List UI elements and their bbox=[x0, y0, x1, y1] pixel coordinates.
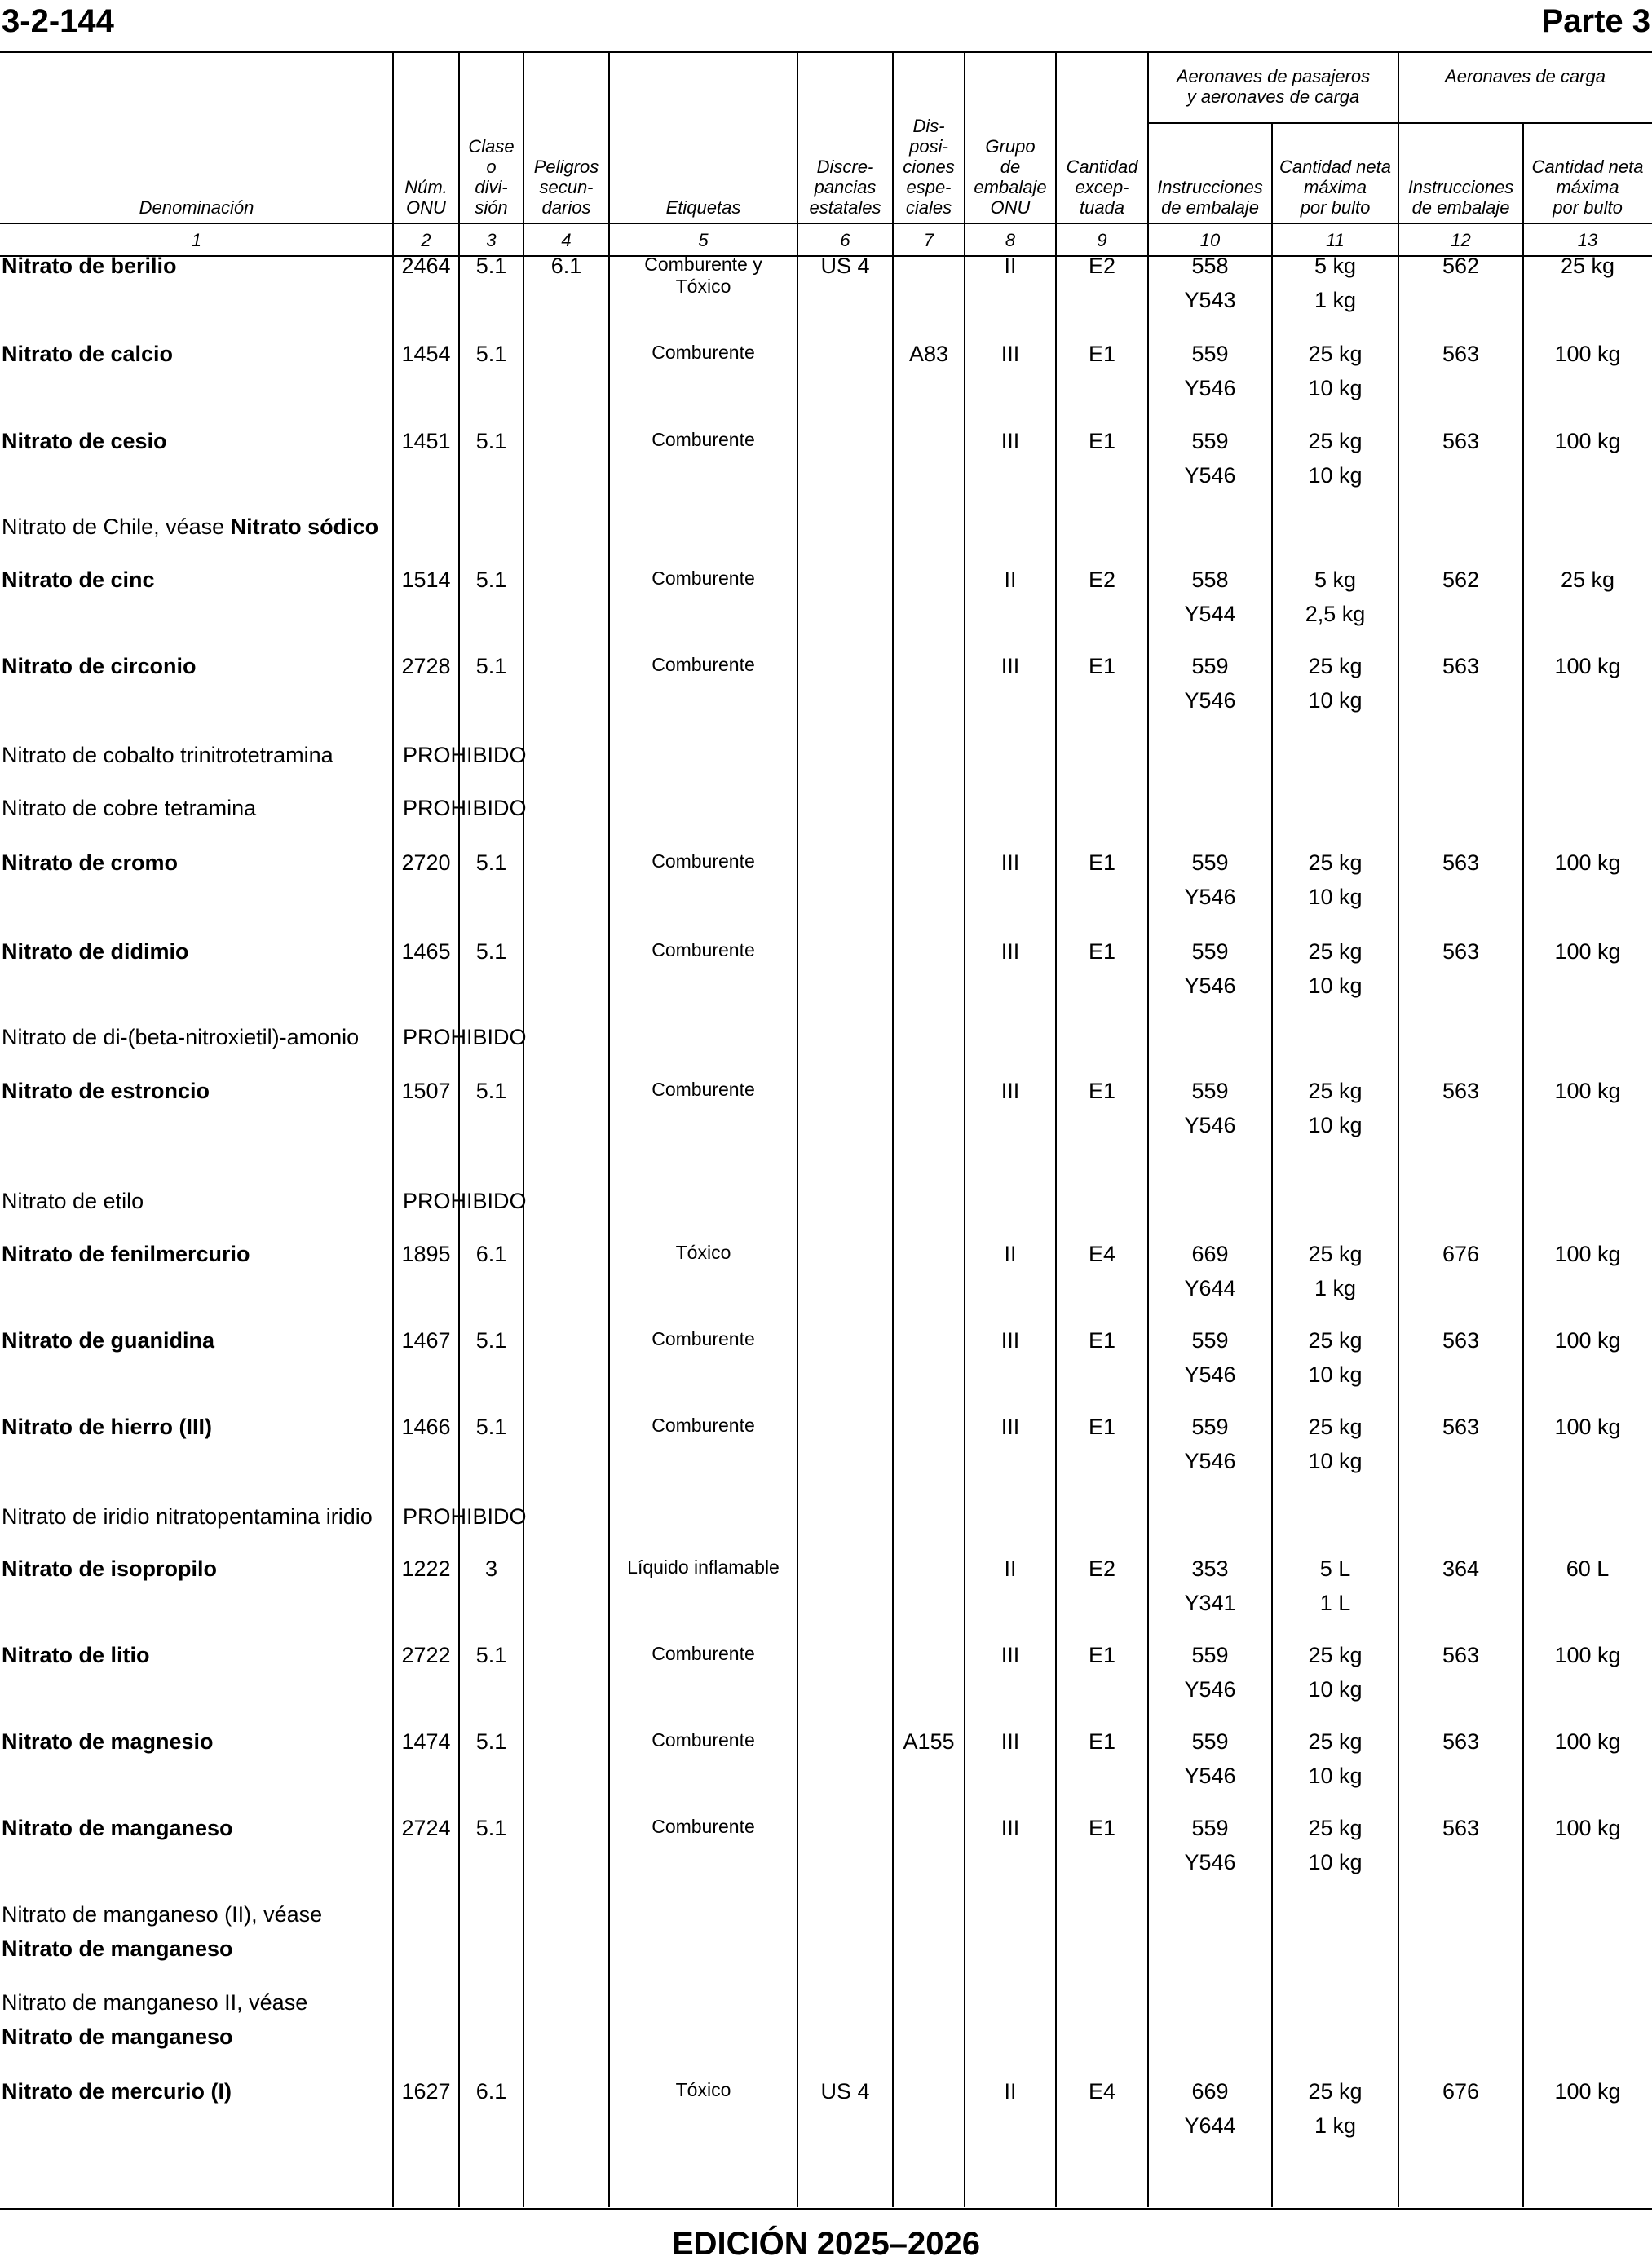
column-divider bbox=[458, 53, 460, 2207]
cell-qty-pax: 25 kg 10 kg bbox=[1308, 1643, 1363, 1702]
cell-qty-pax: 25 kg 10 kg bbox=[1308, 850, 1363, 909]
substance-name: Nitrato de di-(beta-nitroxietil)-amonio bbox=[2, 1025, 360, 1049]
cell-pg: II bbox=[1004, 567, 1017, 592]
header-rule bbox=[1148, 122, 1652, 124]
cross-reference-target: Nitrato de manganeso bbox=[2, 1936, 233, 1961]
cell-pi-cao: 563 bbox=[1442, 1816, 1480, 1840]
cell-pg: II bbox=[1004, 2079, 1017, 2104]
cell-labels: Comburente bbox=[652, 429, 755, 450]
cell-eq: E1 bbox=[1088, 342, 1116, 366]
cell-eq: E1 bbox=[1088, 1643, 1116, 1667]
cell-qty-cao: 100 kg bbox=[1554, 1816, 1621, 1840]
cell-labels: Tóxico bbox=[675, 2079, 731, 2100]
cell-pg: II bbox=[1004, 1556, 1017, 1581]
cross-reference-text: Nitrato de Chile, véase bbox=[2, 514, 231, 539]
column-number: 3 bbox=[486, 230, 497, 250]
forbidden-status: PROHIBIDO bbox=[403, 1189, 527, 1213]
cell-eq: E1 bbox=[1088, 850, 1116, 875]
cell-pg: III bbox=[1000, 1816, 1020, 1840]
cell-sub: 6.1 bbox=[550, 254, 582, 278]
cell-qty-cao: 100 kg bbox=[1554, 1643, 1621, 1667]
cell-pi-cao: 563 bbox=[1442, 342, 1480, 366]
cell-qty-pax: 25 kg 10 kg bbox=[1308, 429, 1363, 488]
cell-pi-cao: 563 bbox=[1442, 1643, 1480, 1667]
cell-pi-pax: 559 Y546 bbox=[1184, 1729, 1236, 1788]
cell-labels: Comburente y Tóxico bbox=[644, 254, 762, 297]
cell-eq: E2 bbox=[1088, 254, 1116, 278]
cell-un: 1474 bbox=[401, 1729, 451, 1754]
cell-cls: 5.1 bbox=[475, 429, 507, 453]
cell-pi-pax: 559 Y546 bbox=[1184, 1328, 1236, 1387]
cell-qty-pax: 25 kg 10 kg bbox=[1308, 1328, 1363, 1387]
cell-qty-cao: 100 kg bbox=[1554, 2079, 1621, 2104]
cell-qty-pax: 25 kg 10 kg bbox=[1308, 654, 1363, 713]
column-header: Dis- posi- ciones espe- ciales bbox=[903, 116, 955, 218]
column-header: Cantidad neta máxima por bulto bbox=[1279, 157, 1391, 218]
cell-un: 2728 bbox=[401, 654, 451, 678]
column-divider bbox=[964, 53, 965, 2207]
cell-cls: 6.1 bbox=[475, 1242, 507, 1266]
cell-qty-pax: 25 kg 10 kg bbox=[1308, 1816, 1363, 1874]
column-header: Cantidad excep- tuada bbox=[1066, 157, 1138, 218]
cell-pg: III bbox=[1000, 1415, 1020, 1439]
column-number: 12 bbox=[1451, 230, 1471, 250]
cell-pg: III bbox=[1000, 1328, 1020, 1353]
cell-pi-pax: 558 Y544 bbox=[1184, 567, 1236, 626]
cell-labels: Comburente bbox=[652, 654, 755, 675]
cell-un: 1507 bbox=[401, 1079, 451, 1103]
cell-pi-cao: 563 bbox=[1442, 1328, 1480, 1353]
cell-cls: 5.1 bbox=[475, 342, 507, 366]
cell-pi-pax: 559 Y546 bbox=[1184, 850, 1236, 909]
substance-name: Nitrato de cobre tetramina bbox=[2, 796, 257, 820]
cell-pi-pax: 559 Y546 bbox=[1184, 1079, 1236, 1137]
column-divider bbox=[1055, 53, 1057, 2207]
cell-pi-cao: 563 bbox=[1442, 1079, 1480, 1103]
column-header: Instrucciones de embalaje bbox=[1157, 177, 1263, 218]
cell-cls: 5.1 bbox=[475, 1729, 507, 1754]
cell-pg: III bbox=[1000, 1643, 1020, 1667]
cell-qty-cao: 100 kg bbox=[1554, 1328, 1621, 1353]
page-header bbox=[0, 0, 1652, 53]
column-number: 4 bbox=[561, 230, 572, 250]
substance-name: Nitrato de iridio nitratopentamina iridio bbox=[2, 1504, 373, 1529]
cell-qty-cao: 100 kg bbox=[1554, 1242, 1621, 1266]
column-number: 11 bbox=[1326, 230, 1345, 250]
cell-qty-pax: 25 kg 1 kg bbox=[1308, 1242, 1363, 1300]
cell-un: 1466 bbox=[401, 1415, 451, 1439]
cell-un: 1222 bbox=[401, 1556, 451, 1581]
substance-name: Nitrato de hierro (III) bbox=[2, 1415, 213, 1439]
cell-qty-pax: 25 kg 10 kg bbox=[1308, 1079, 1363, 1137]
cell-eq: E1 bbox=[1088, 1079, 1116, 1103]
cell-labels: Comburente bbox=[652, 1643, 755, 1664]
cell-cls: 6.1 bbox=[475, 2079, 507, 2104]
cell-eq: E1 bbox=[1088, 1415, 1116, 1439]
cell-qty-cao: 25 kg bbox=[1560, 567, 1615, 592]
substance-name: Nitrato de circonio bbox=[2, 654, 197, 678]
cell-state: US 4 bbox=[820, 254, 870, 278]
cell-un: 2720 bbox=[401, 850, 451, 875]
cell-labels: Comburente bbox=[652, 1079, 755, 1100]
cell-pi-pax: 559 Y546 bbox=[1184, 654, 1236, 713]
cell-pi-cao: 563 bbox=[1442, 1415, 1480, 1439]
cell-eq: E1 bbox=[1088, 654, 1116, 678]
column-number: 8 bbox=[1005, 230, 1016, 250]
cell-pi-cao: 563 bbox=[1442, 939, 1480, 964]
cell-pi-cao: 562 bbox=[1442, 567, 1480, 592]
forbidden-status: PROHIBIDO bbox=[403, 1504, 527, 1529]
cell-cls: 5.1 bbox=[475, 654, 507, 678]
cell-pg: III bbox=[1000, 429, 1020, 453]
cell-labels: Comburente bbox=[652, 567, 755, 589]
cell-pg: III bbox=[1000, 1079, 1020, 1103]
cell-pi-pax: 559 Y546 bbox=[1184, 429, 1236, 488]
cell-labels: Comburente bbox=[652, 939, 755, 960]
dangerous-goods-table bbox=[0, 53, 1652, 2207]
cell-cls: 5.1 bbox=[475, 1079, 507, 1103]
cell-pi-cao: 676 bbox=[1442, 2079, 1480, 2104]
cell-qty-pax: 25 kg 1 kg bbox=[1308, 2079, 1363, 2138]
column-divider bbox=[892, 53, 894, 2207]
cell-labels: Comburente bbox=[652, 1328, 755, 1349]
cell-un: 1465 bbox=[401, 939, 451, 964]
cell-labels: Tóxico bbox=[675, 1242, 731, 1263]
cell-cls: 5.1 bbox=[475, 850, 507, 875]
column-divider bbox=[523, 53, 524, 2207]
cell-pi-cao: 563 bbox=[1442, 429, 1480, 453]
cell-un: 2722 bbox=[401, 1643, 451, 1667]
forbidden-status: PROHIBIDO bbox=[403, 1025, 527, 1049]
cell-qty-pax: 25 kg 10 kg bbox=[1308, 342, 1363, 400]
column-divider bbox=[608, 53, 610, 2207]
cell-qty-cao: 100 kg bbox=[1554, 1729, 1621, 1754]
page-number: 3-2-144 bbox=[2, 3, 114, 39]
header-group-passenger: Aeronaves de pasajeros y aeronaves de carga bbox=[1176, 66, 1371, 107]
column-header: Clase o divi- sión bbox=[468, 136, 515, 218]
cell-eq: E1 bbox=[1088, 939, 1116, 964]
cell-un: 2464 bbox=[401, 254, 451, 278]
cell-pg: III bbox=[1000, 850, 1020, 875]
cross-reference-target: Nitrato sódico bbox=[230, 514, 379, 539]
cell-pg: II bbox=[1004, 254, 1017, 278]
cell-qty-cao: 100 kg bbox=[1554, 654, 1621, 678]
cell-special: A83 bbox=[908, 342, 949, 366]
cell-qty-pax: 5 L 1 L bbox=[1319, 1556, 1351, 1615]
substance-name: Nitrato de mercurio (I) bbox=[2, 2079, 232, 2104]
column-number: 6 bbox=[840, 230, 850, 250]
column-header: Etiquetas bbox=[665, 197, 741, 218]
substance-name: Nitrato de fenilmercurio bbox=[2, 1242, 250, 1266]
substance-name: Nitrato de manganeso bbox=[2, 1816, 233, 1840]
forbidden-status: PROHIBIDO bbox=[403, 796, 527, 820]
cell-pg: II bbox=[1004, 1242, 1017, 1266]
column-number: 1 bbox=[191, 230, 202, 250]
cell-pi-pax: 559 Y546 bbox=[1184, 1415, 1236, 1473]
substance-name: Nitrato de magnesio bbox=[2, 1729, 214, 1754]
cell-pi-pax: 353 Y341 bbox=[1184, 1556, 1236, 1615]
column-number: 5 bbox=[698, 230, 709, 250]
cell-qty-cao: 100 kg bbox=[1554, 1079, 1621, 1103]
cell-pg: III bbox=[1000, 1729, 1020, 1754]
column-header: Cantidad neta máxima por bulto bbox=[1531, 157, 1644, 218]
cell-un: 1895 bbox=[401, 1242, 451, 1266]
column-header: Denominación bbox=[139, 197, 254, 218]
cross-reference-text: Nitrato de manganeso (II), véase bbox=[2, 1902, 323, 1927]
cell-pi-pax: 559 Y546 bbox=[1184, 1643, 1236, 1702]
cell-pi-pax: 558 Y543 bbox=[1184, 254, 1236, 312]
cross-reference-text: Nitrato de manganeso II, véase bbox=[2, 1990, 308, 2015]
cell-pi-cao: 562 bbox=[1442, 254, 1480, 278]
cell-qty-cao: 100 kg bbox=[1554, 850, 1621, 875]
substance-name: Nitrato de estroncio bbox=[2, 1079, 210, 1103]
cell-cls: 5.1 bbox=[475, 1415, 507, 1439]
cell-eq: E2 bbox=[1088, 1556, 1116, 1581]
cell-cls: 5.1 bbox=[475, 254, 507, 278]
cell-pi-pax: 559 Y546 bbox=[1184, 342, 1236, 400]
cell-labels: Líquido inflamable bbox=[627, 1556, 780, 1578]
column-divider bbox=[797, 53, 798, 2207]
cell-eq: E1 bbox=[1088, 1328, 1116, 1353]
substance-name: Nitrato de litio bbox=[2, 1643, 150, 1667]
cell-qty-cao: 100 kg bbox=[1554, 1415, 1621, 1439]
cell-qty-cao: 60 L bbox=[1566, 1556, 1610, 1581]
substance-name: Nitrato de cesio bbox=[2, 429, 167, 453]
cell-qty-cao: 100 kg bbox=[1554, 939, 1621, 964]
column-number: 2 bbox=[421, 230, 431, 250]
cell-qty-pax: 5 kg 2,5 kg bbox=[1305, 567, 1366, 626]
cell-eq: E2 bbox=[1088, 567, 1116, 592]
column-header: Núm. ONU bbox=[404, 177, 448, 218]
cell-eq: E4 bbox=[1088, 1242, 1116, 1266]
cell-qty-pax: 5 kg 1 kg bbox=[1314, 254, 1357, 312]
cell-un: 1467 bbox=[401, 1328, 451, 1353]
column-header: Instrucciones de embalaje bbox=[1407, 177, 1514, 218]
cross-reference bbox=[2, 510, 378, 544]
substance-name: Nitrato de cromo bbox=[2, 850, 179, 875]
substance-name: Nitrato de cobalto trinitrotetramina bbox=[2, 743, 333, 767]
cell-cls: 5.1 bbox=[475, 1328, 507, 1353]
column-divider bbox=[392, 53, 394, 2207]
cell-un: 1454 bbox=[401, 342, 451, 366]
cell-un: 2724 bbox=[401, 1816, 451, 1840]
cell-cls: 5.1 bbox=[475, 1816, 507, 1840]
column-header: Grupo de embalaje ONU bbox=[974, 136, 1047, 218]
column-number: 9 bbox=[1097, 230, 1107, 250]
header-group-cargo: Aeronaves de carga bbox=[1445, 66, 1606, 86]
substance-name: Nitrato de calcio bbox=[2, 342, 174, 366]
column-header: Peligros secun- darios bbox=[533, 157, 599, 218]
cell-qty-cao: 100 kg bbox=[1554, 429, 1621, 453]
cell-eq: E1 bbox=[1088, 1729, 1116, 1754]
cell-un: 1514 bbox=[401, 567, 451, 592]
cell-pi-cao: 563 bbox=[1442, 654, 1480, 678]
cell-qty-cao: 100 kg bbox=[1554, 342, 1621, 366]
cell-eq: E1 bbox=[1088, 1816, 1116, 1840]
cell-pi-cao: 563 bbox=[1442, 1729, 1480, 1754]
cell-cls: 5.1 bbox=[475, 1643, 507, 1667]
cell-pg: III bbox=[1000, 654, 1020, 678]
cell-pi-pax: 669 Y644 bbox=[1184, 1242, 1236, 1300]
column-number: 13 bbox=[1577, 230, 1598, 250]
cell-special: A155 bbox=[903, 1729, 955, 1754]
cell-state: US 4 bbox=[820, 2079, 870, 2104]
substance-name: Nitrato de isopropilo bbox=[2, 1556, 218, 1581]
cell-pi-cao: 563 bbox=[1442, 850, 1480, 875]
substance-name: Nitrato de cinc bbox=[2, 567, 155, 592]
edition-label: EDICIÓN 2025–2026 bbox=[671, 2226, 980, 2262]
cell-eq: E1 bbox=[1088, 429, 1116, 453]
substance-name: Nitrato de etilo bbox=[2, 1189, 144, 1213]
cell-qty-cao: 25 kg bbox=[1560, 254, 1615, 278]
cell-pi-pax: 669 Y644 bbox=[1184, 2079, 1236, 2138]
cell-pi-cao: 676 bbox=[1442, 1242, 1480, 1266]
cell-cls: 5.1 bbox=[475, 567, 507, 592]
cell-qty-pax: 25 kg 10 kg bbox=[1308, 1729, 1363, 1788]
cell-pi-cao: 364 bbox=[1442, 1556, 1480, 1581]
column-number: 7 bbox=[923, 230, 934, 250]
substance-name: Nitrato de didimio bbox=[2, 939, 189, 964]
column-header: Discre- pancias estatales bbox=[809, 157, 881, 218]
cell-labels: Comburente bbox=[652, 850, 755, 872]
cell-cls: 5.1 bbox=[475, 939, 507, 964]
cell-labels: Comburente bbox=[652, 1816, 755, 1837]
cell-qty-pax: 25 kg 10 kg bbox=[1308, 1415, 1363, 1473]
column-number: 10 bbox=[1199, 230, 1221, 250]
cell-pg: III bbox=[1000, 342, 1020, 366]
substance-name: Nitrato de berilio bbox=[2, 254, 177, 278]
cell-labels: Comburente bbox=[652, 342, 755, 363]
cell-un: 1451 bbox=[401, 429, 451, 453]
cross-reference-target: Nitrato de manganeso bbox=[2, 2024, 233, 2049]
cell-eq: E4 bbox=[1088, 2079, 1116, 2104]
cell-cls: 3 bbox=[484, 1556, 498, 1581]
cell-un: 1627 bbox=[401, 2079, 451, 2104]
cell-qty-pax: 25 kg 10 kg bbox=[1308, 939, 1363, 998]
page-part: Parte 3 bbox=[1541, 3, 1650, 39]
cell-labels: Comburente bbox=[652, 1415, 755, 1436]
substance-name: Nitrato de guanidina bbox=[2, 1328, 215, 1353]
cell-pg: III bbox=[1000, 939, 1020, 964]
forbidden-status: PROHIBIDO bbox=[403, 743, 527, 767]
cell-labels: Comburente bbox=[652, 1729, 755, 1751]
cell-pi-pax: 559 Y546 bbox=[1184, 1816, 1236, 1874]
cell-pi-pax: 559 Y546 bbox=[1184, 939, 1236, 998]
page-footer bbox=[0, 2208, 1652, 2265]
